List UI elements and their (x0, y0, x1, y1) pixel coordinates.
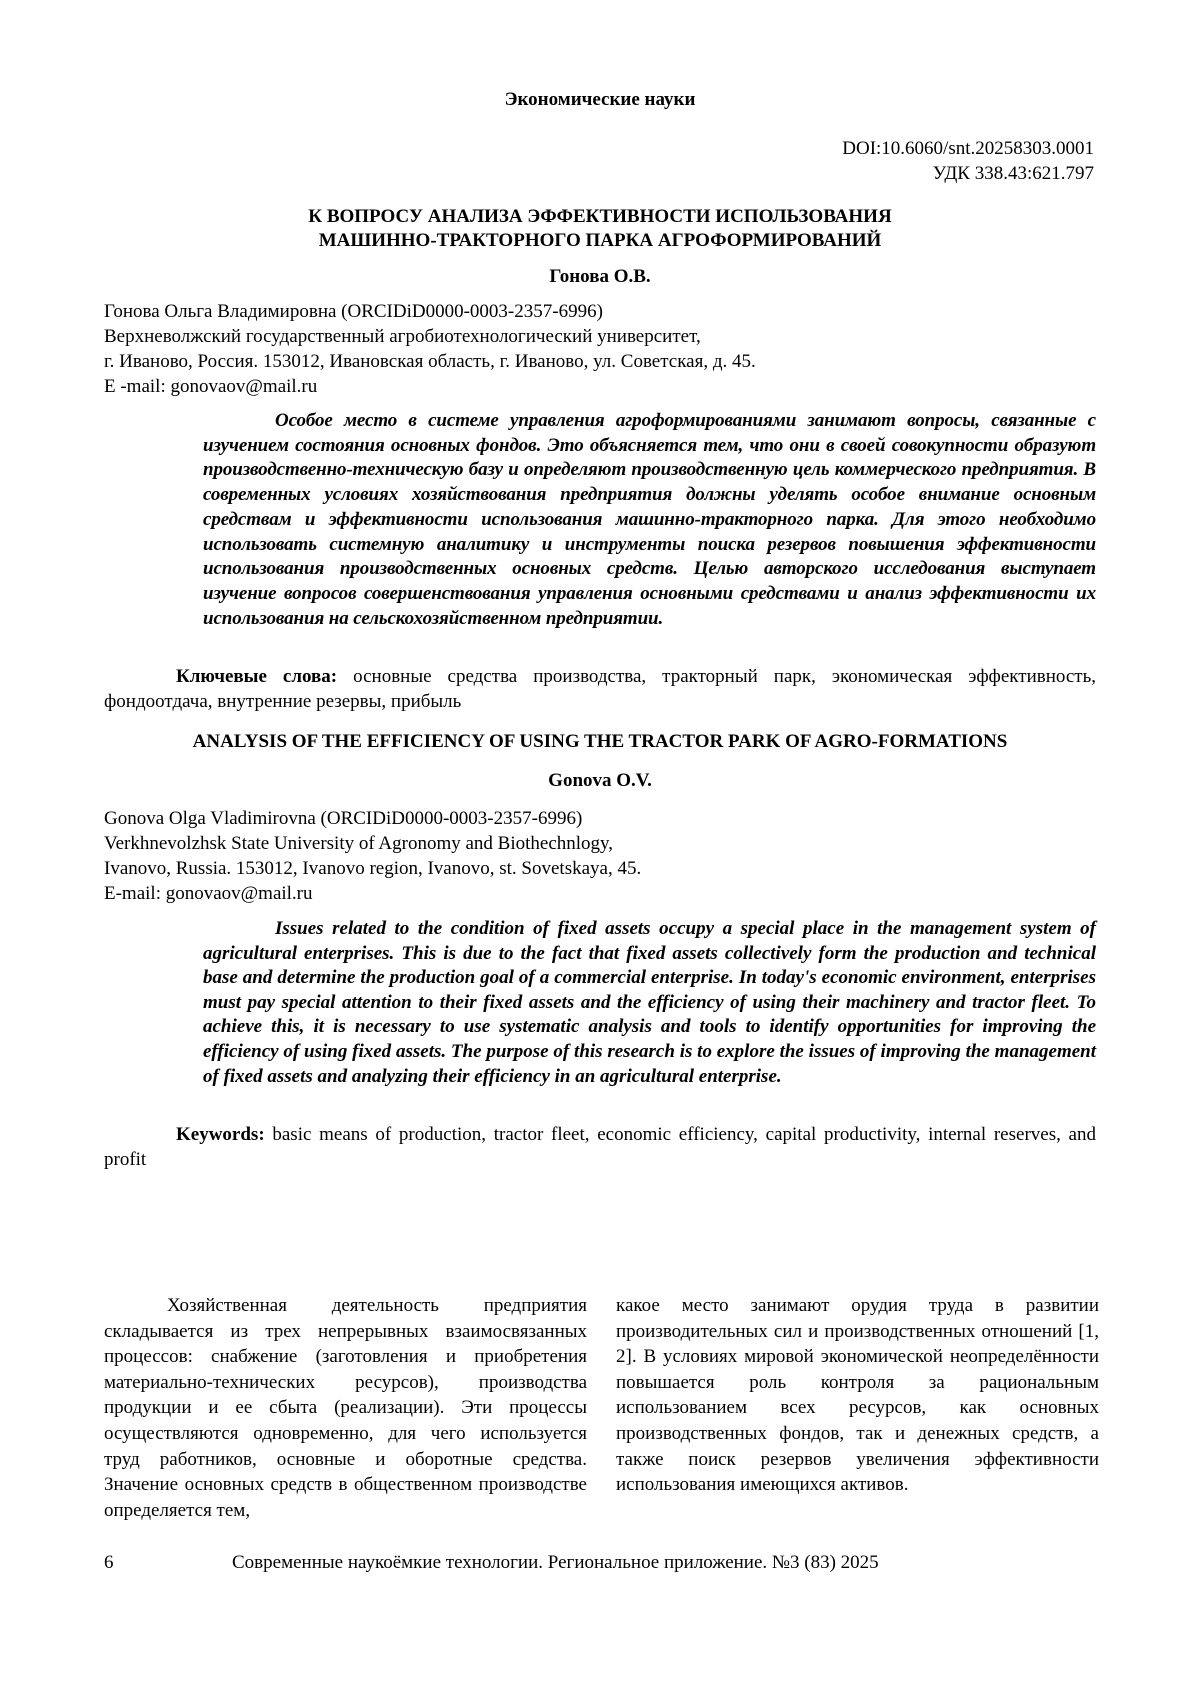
page-number: 6 (104, 1552, 114, 1573)
ru-title-line: МАШИННО-ТРАКТОРНОГО ПАРКА АГРОФОРМИРОВАНИЙ (318, 230, 882, 251)
ru-title (100, 205, 1100, 253)
en-keywords (104, 1122, 1096, 1172)
en-affiliation (104, 806, 641, 906)
ru-affiliation (104, 299, 756, 399)
section-heading: Экономические науки (504, 89, 696, 110)
ru-title-line: К ВОПРОСУ АНАЛИЗА ЭФФЕКТИВНОСТИ ИСПОЛЬЗОВАНИЯ (308, 206, 892, 227)
en-abstract: Issues related to the condition of fixed assets occupy a special place in the management system of agricultural enterprises. This is due to the fact that fixed assets collectively form the production and technical base and determine the production goal of a commercial enterprise. In today's economic environment, enterprises must pay special attention to their fixed assets and the efficiency of using their machinery and tractor fleet. To achieve this, it is necessary to use systematic analysis and tools to identify opportunities for improving the efficiency of using fixed assets. The purpose of this research is to explore the issues of improving the management of fixed assets and analyzing their efficiency in an agricultural enterprise. (203, 918, 1096, 1087)
en-affiliation-name: Gonova Olga Vladimirovna (ORCIDiD0000-0003-2357-6996) (104, 808, 583, 829)
ru-affiliation-university: Верхневолжский государственный агробиотехнологический университет, (104, 326, 701, 347)
en-keywords-text: basic means of production, tractor fleet, economic efficiency, capital productivity, internal reserves, and profit (104, 1124, 1096, 1170)
ru-abstract: Особое место в системе управления агроформированиями занимают вопросы, связанные с изучением состояния основных фондов. Это объясняется тем, что они в своей совокупности образуют производственно-техническую базу и определяют производственную цель коммерческого предприятия. В современных условиях хозяйствования предприятия должны уделять особое внимание основным средствам и эффективности использования машинно-тракторного парка. Для этого необходимо использовать системную аналитику и инструменты поиска резервов повышения эффективности использования производственных основных средств. Целью авторского исследования выступает изучение вопросов совершенствования управления основными средствами и анализ эффективности их использования на сельскохозяйственном предприятии. (203, 410, 1096, 629)
en-keywords-label: Keywords: (176, 1124, 265, 1145)
body-column-left: Хозяйственная деятельность предприятия складывается из трех непрерывных взаимосвязанных процессов: снабжение (заготовления и приобретения материально-технических ресурсов), производства продукции и ее сбыта (реализации). Эти процессы осуществляются одновременно, для чего используется труд работников, основные и оборотные средства. Значение основных средств в общественном производстве определяется тем, (104, 1295, 587, 1521)
ru-keywords-text: основные средства производства, тракторный парк, экономическая эффективность, фондоотдача, внутренние резервы, прибыль (104, 666, 1096, 712)
doi[interactable]: DOI:10.6060/snt.20258303.0001 (842, 138, 1094, 159)
body-column-right: какое место занимают орудия труда в развитии производительных сил и производственных отношений [1, 2]. В условиях мировой экономической неопределённости повышается роль контроля за рациональным использованием всех ресурсов, как основных производственных фондов, так и денежных средств, а также поиск резервов увеличения эффективности использования имеющихся активов. (616, 1295, 1099, 1496)
en-affiliation-email[interactable]: E-mail: gonovaov@mail.ru (104, 883, 313, 904)
journal-footer: Современные наукоёмкие технологии. Региональное приложение. №3 (83) 2025 (232, 1552, 879, 1573)
ru-keywords (104, 664, 1096, 714)
en-affiliation-university: Verkhnevolzhsk State University of Agronomy and Biothechnlogy, (104, 833, 614, 854)
udk: УДК 338.43:621.797 (932, 163, 1094, 184)
ru-affiliation-address: г. Иваново, Россия. 153012, Ивановская область, г. Иваново, ул. Советская, д. 45. (104, 351, 756, 372)
ru-keywords-label: Ключевые слова: (176, 666, 338, 687)
ru-affiliation-email[interactable]: E -mail: gonovaov@mail.ru (104, 376, 318, 397)
ru-affiliation-name: Гонова Ольга Владимировна (ORCIDiD0000-0003-2357-6996) (104, 301, 603, 322)
en-author: Gonova O.V. (548, 770, 652, 791)
ru-author: Гонова О.В. (549, 266, 651, 287)
en-affiliation-address: Ivanovo, Russia. 153012, Ivanovo region, Ivanovo, st. Sovetskaya, 45. (104, 858, 642, 879)
identifiers (842, 136, 1094, 186)
en-title: ANALYSIS OF THE EFFICIENCY OF USING THE TRACTOR PARK OF AGRO-FORMATIONS (192, 731, 1008, 752)
